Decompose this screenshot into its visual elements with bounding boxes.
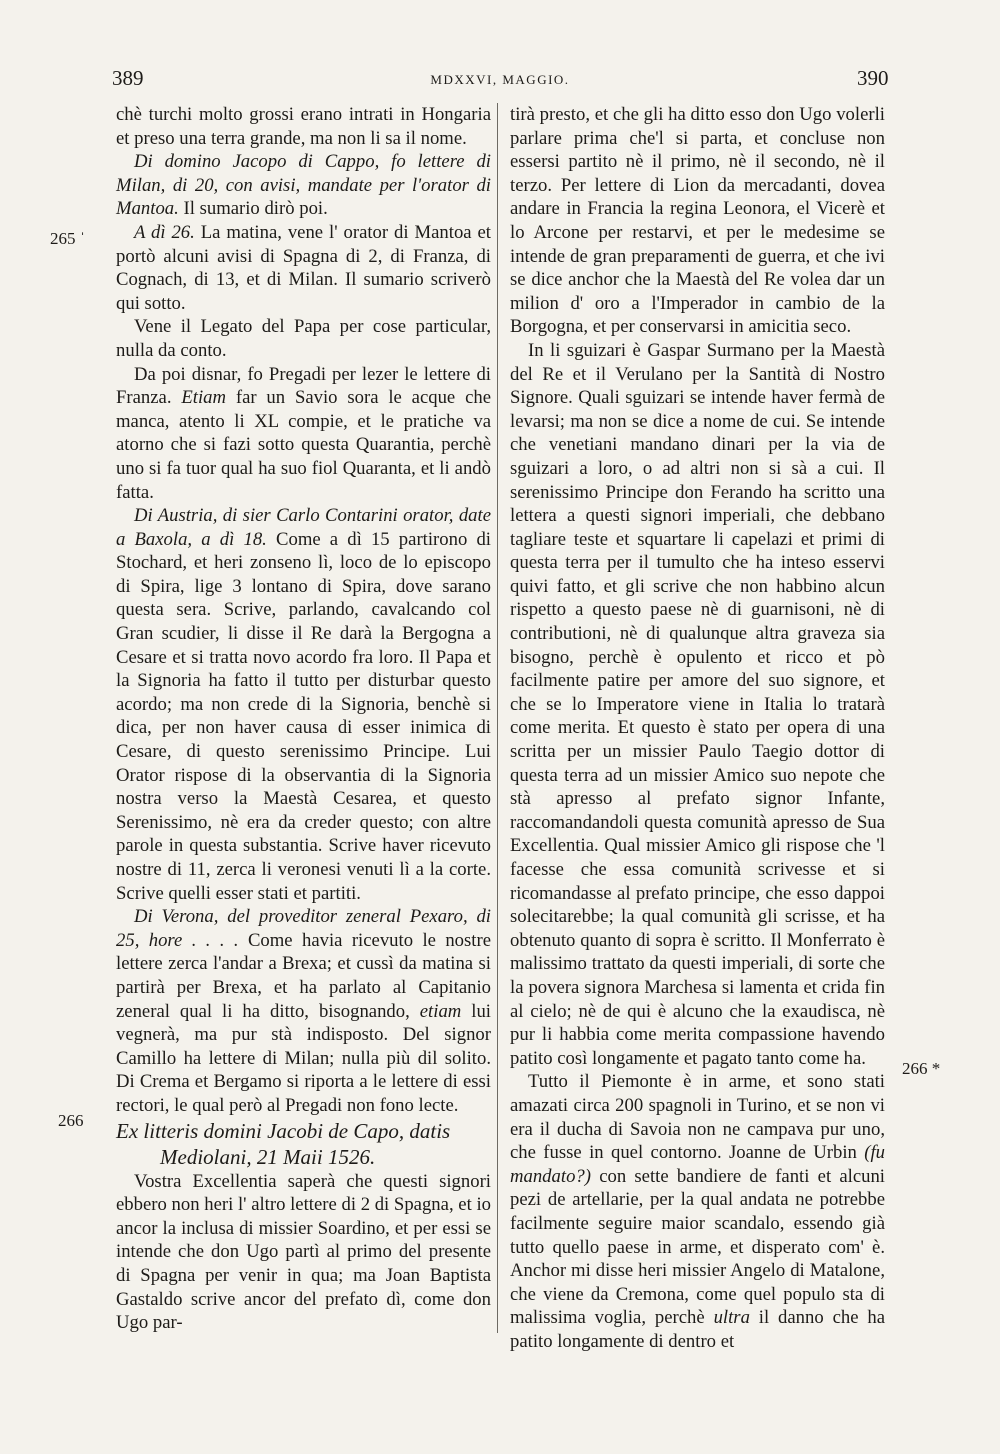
page-number-right: 390 [857, 66, 889, 90]
paragraph: Da poi disnar, fo Pregadi per lezer le lettere di Franza. Etiam far un Savio sora le acque che manca, atento li XL compie, et le pratiche va atorno che si fazi sotto questa Quarantia, perchè uno si fa tuor qual ha suo fiol Quaranta, et li andò fatta. [116, 363, 491, 503]
paragraph: A dì 26. La matina, vene l' orator di Mantoa et portò alcuni avisi di Spagna di 2, di Franza, di Cognach, di 13, et di Milan. Il sumario scriverò qui sotto. [116, 221, 491, 314]
margin-note-265: 265 ˈ [50, 229, 86, 248]
running-header [0, 66, 1000, 98]
paragraph: tirà presto, et che gli ha ditto esso don Ugo volerli parlare prima che'l si parta, et concluse non essersi partito nè il primo, nè il secondo, nè il terzo. Per lettere di Lion da mercadanti, dovea andare in Francia la regina Leonora, el Vicerè et lo Arcone per restarvi, et per le medesime se intende de gran preparamenti de guerra, et che ivi se dice anchor che la Maestà del Re volea dar un milion d' oro a l'Imperador in cambio de la Borgogna, et per conservarsi in amicitia seco. [510, 104, 885, 338]
left-column [116, 103, 491, 1335]
paragraph: Vostra Excellentia saperà che questi signori ebbero non heri l' altro lettere di 2 di Spagna, et io ancor la inclusa di missier Soardino, et per essi se intende che don Ugo partì al primo del presente di Spagna per venir in qua; ma Joan Baptista Gastaldo scrive ancor del prefato dì, come don Ugo par- [116, 1170, 491, 1334]
margin-note-266-right: 266 * [902, 1059, 941, 1078]
right-column [510, 103, 885, 1353]
paragraph: chè turchi molto grossi erano intrati in Hongaria et preso una terra grande, ma non li sa il nome. [116, 104, 491, 149]
paragraph: Di Austria, di sier Carlo Contarini orator, date a Baxola, a dì 18. Come a dì 15 partirono di Stochard, et heri zonseno lì, loco de lo episcopo di Spira, lige 3 lontano di Spira, dove sarano questa sera. Scrive, parlando, cavalcando col Gran scudier, li disse il Re darà la Bergogna a Cesare et si tratta novo acordo fra loro. Il Papa et la Signoria ha fatto il tutto per disturbar questo acordo; ma non crede di la Signoria, benchè si dica, per non haver causa di esser inimica di Cesare, di questo serenissimo Principe. Lui Orator rispose di la observantia di la Signoria nostra verso la Maestà Cesarea, et questo Serenissimo, nè era da creder questo; con altre parole in questa substantia. Scrive haver ricevuto nostre di 11, zerca li veronesi venuti lì a la corte. Scrive quelli esser stati et partiti. [116, 505, 492, 904]
paragraph: Tutto il Piemonte è in arme, et sono stati amazati circa 200 spagnoli in Turino, et se non vi era il ducha di Savoia non ne campava pur uno, che fusse in quel contorno. Joanne de Urbin (fu mandato?) con sette bandiere de fanti et alcuni pezi de artellarie, per la qual andata ne potrebbe facilmente seguire maior scandalo, essendo già tutto quello paese in arme, et disperato com' è. Anchor mi disse heri missier Angelo di Matalone, che viene da Cremona, come quel populo sta di malissima voglia, perchè ultra il danno che ha patito longamente di dentro et [510, 1071, 886, 1352]
paragraph: Di Verona, del proveditor zeneral Pexaro, di 25, hore . . . . Come havia ricevuto le nostre lettere zerca l'andar a Brexa; et cussì da matina si partirà per Brexa, et ha parlato al Capitanio zeneral qual li ha ditto, bisognando, etiam lui vegnerà, ma pur stà indisposto. Del signor Camillo ha lettere di Milan; nulla più dil solito. Di Crema et Bergamo si riporta a le lettere di essi rectori, le qual però al Pregadi non fono lecte. [116, 906, 492, 1116]
column-divider [497, 103, 498, 1333]
paragraph: In li sguizari è Gaspar Surmano per la Maestà del Re et il Verulano per la Santità di Nostro Signore. Quali sguizari se intende haver fermà de levarsi; ma non se dice a nome de cui. Se intende che venetiani mandano dinari per la via de sguizari a loro, o ad altri non si sà a cui. Il serenissimo Principe don Ferando ha scritto una lettera a questi signori imperiali, che debbano tagliare teste et squartare li capelazi et primi di questa terra per il tumulto che ha inteso esservi quivi fatto, et gli scrive che non habbino alcun rispetto a questo paese nè di guarnisoni, nè di contributioni, nè di qualunque altra graveza sia bisogno, perchè è opulento et ricco et pò facilmente patire per amore del suo signore, et che se lo Imperatore viene in Italia lo tratarà come merita. Et questo è stato per opera di una scritta per un missier Paulo Taegio dottor di questa terra ad un missier Amico suo nepote che stà apresso al prefato signor Infante, raccomandandoli questa comunità apresso de Sua Excellentia. Qual missier Amico gli rispose che 'l facesse che essa comunità scrivesse et si ricomandasse al prefato principe, che esso dappoi solecitarebbe; la qual comunità gli scrisse, et ha obtenuto quanto di sopra è scritto. Il Monferrato è malissimo trattato da questi imperiali, di sorte che la povera signora Marchesa si lamenta et crida fin al cielo; nè de qui è alcuno che la exaudisca, nè pur li habbia come merita compassione havendo patito così longamente et pagato tanto come ha. [510, 339, 885, 1069]
page-number-left: 389 [112, 66, 144, 90]
paragraph: Vene il Legato del Papa per cose particular, nulla da conto. [116, 316, 491, 361]
margin-note-266-left: 266 [58, 1111, 84, 1130]
section-heading: Ex litteris domini Jacobi de Capo, datis Mediolani, 21 Maii 1526. [116, 1118, 451, 1169]
paragraph: Di domino Jacopo di Cappo, fo lettere di Milan, di 20, con avisi, mandate per l'orator di Mantoa. Il sumario dirò poi. [116, 151, 491, 220]
running-title: MDXXVI, MAGGIO. [430, 72, 570, 87]
